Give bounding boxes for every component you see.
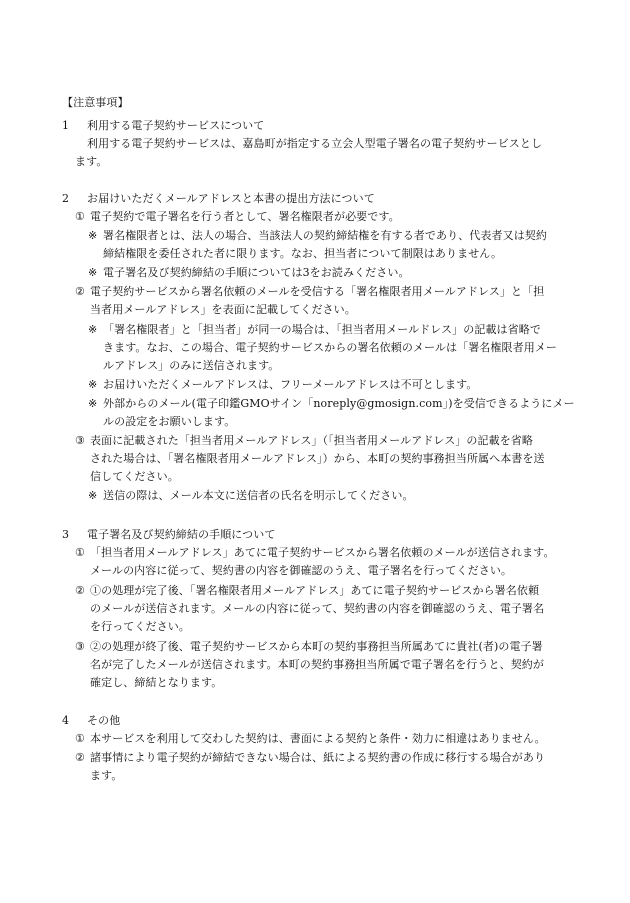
note-line: きます。なお、この場合、電子契約サービスからの署名依頼のメールは「署名権限者用メー: [103, 341, 557, 354]
section-4-item-mark: ①: [75, 732, 85, 745]
notes-heading: 【注意事項】: [62, 96, 129, 109]
section-3-title: 電子署名及び契約締結の手順について: [87, 528, 276, 541]
section-4-item-line: 諸事情により電子契約が締結できない場合は、紙による契約書の作成に移行する場合があり: [90, 751, 546, 764]
section-3-item-line: 「担当者用メールアドレス」あてに電子契約サービスから署名依頼のメールが送信されます。: [90, 546, 555, 559]
note-mark: ※: [88, 378, 98, 391]
section-4-title: その他: [87, 714, 121, 727]
section-3-item-line: ①の処理が完了後、「署名権限者用メールアドレス」あてに電子契約サービスから署名依頼: [90, 584, 540, 597]
section-2-item-mark: ①: [75, 210, 85, 223]
section-2-number: 2: [62, 192, 70, 205]
note-line: 送信の際は、メール本文に送信者の氏名を明示してください。: [103, 489, 414, 502]
section-2-item-1: 電子契約で電子署名を行う者として、署名権限者が必要です。: [90, 210, 400, 223]
section-3-item-line: 名が完了したメールが送信されます。本町の契約事務担当所属で電子署名を行うと、契約が: [90, 658, 544, 671]
note-mark: ※: [88, 323, 98, 336]
section-2-item-2-line: 当者用メールアドレス」を表面に記載してください。: [90, 303, 356, 316]
section-1-title: 利用する電子契約サービスについて: [87, 119, 265, 132]
section-4-item-line: 本サービスを利用して交わした契約は、書面による契約と条件・効力に相違はありません。: [90, 732, 546, 745]
note-mark: ※: [88, 489, 98, 502]
note-line: 外部からのメール(電子印鑑GMOサイン「noreply@gmosign.com」)を受信できるようにメー: [103, 397, 575, 410]
section-4-item-line: ます。: [90, 769, 123, 782]
section-2-item-3-line: 表面に記載された「担当者用メールアドレス」（「担当者用メールアドレス」の記載を省略: [90, 434, 533, 447]
section-2-item-3-line: 信してください。: [90, 470, 179, 483]
section-1-number: 1: [62, 119, 70, 132]
section-2-item-mark: ②: [75, 285, 85, 298]
section-2-item-3-line: された場合は、「署名権限者用メールアドレス」）から、本町の契約事務担当所属へ本書を送: [90, 452, 545, 465]
section-2-title: お届けいただくメールアドレスと本書の提出方法について: [87, 192, 375, 205]
section-2-item-2-line: 電子契約サービスから署名依頼のメールを受信する「署名権限者用メールアドレス」と「担: [90, 285, 545, 298]
section-4-item-mark: ②: [75, 751, 85, 764]
section-3-item-mark: ③: [75, 640, 85, 653]
section-1-body-line: 利用する電子契約サービスは、嘉島町が指定する立会人型電子署名の電子契約サービスとし: [87, 137, 543, 150]
section-1-body-line: ます。: [75, 155, 108, 168]
section-4-number: 4: [62, 714, 70, 727]
section-3-item-line: 確定し、締結となります。: [90, 676, 223, 689]
section-3-item-line: を行ってください。: [90, 620, 190, 633]
section-3-item-line: ②の処理が終了後、電子契約サービスから本町の契約事務担当所属あてに貴社(者)の電子署: [90, 640, 543, 653]
note-line: ルアドレス」のみに送信されます。: [103, 359, 280, 372]
section-2-item-mark: ③: [75, 434, 85, 447]
section-3-item-line: のメールが送信されます。メールの内容に従って、契約書の内容を御確認のうえ、電子署名: [90, 602, 545, 615]
note-mark: ※: [88, 266, 98, 279]
note-line: 電子署名及び契約締結の手順については3をお読みください。: [103, 266, 410, 279]
note-mark: ※: [88, 229, 98, 242]
section-3-item-mark: ②: [75, 584, 85, 597]
section-3-item-mark: ①: [75, 546, 85, 559]
section-3-item-line: メールの内容に従って、契約書の内容を御確認のうえ、電子署名を行ってください。: [90, 564, 513, 577]
note-line: 「署名権限者」と「担当者」が同一の場合は、「担当者用メールドレス」の記載は省略で: [103, 323, 541, 336]
note-line: ルの設定をお願いします。: [103, 415, 236, 428]
section-3-number: 3: [62, 528, 70, 541]
note-line: 署名権限者とは、法人の場合、当該法人の契約締結権を有する者であり、代表者又は契約: [103, 229, 547, 242]
note-line: 締結権限を委任された者に限ります。なお、担当者について制限はありません。: [103, 247, 503, 260]
note-line: お届けいただくメールアドレスは、フリーメールアドレスは不可とします。: [103, 378, 478, 391]
note-mark: ※: [88, 397, 98, 410]
